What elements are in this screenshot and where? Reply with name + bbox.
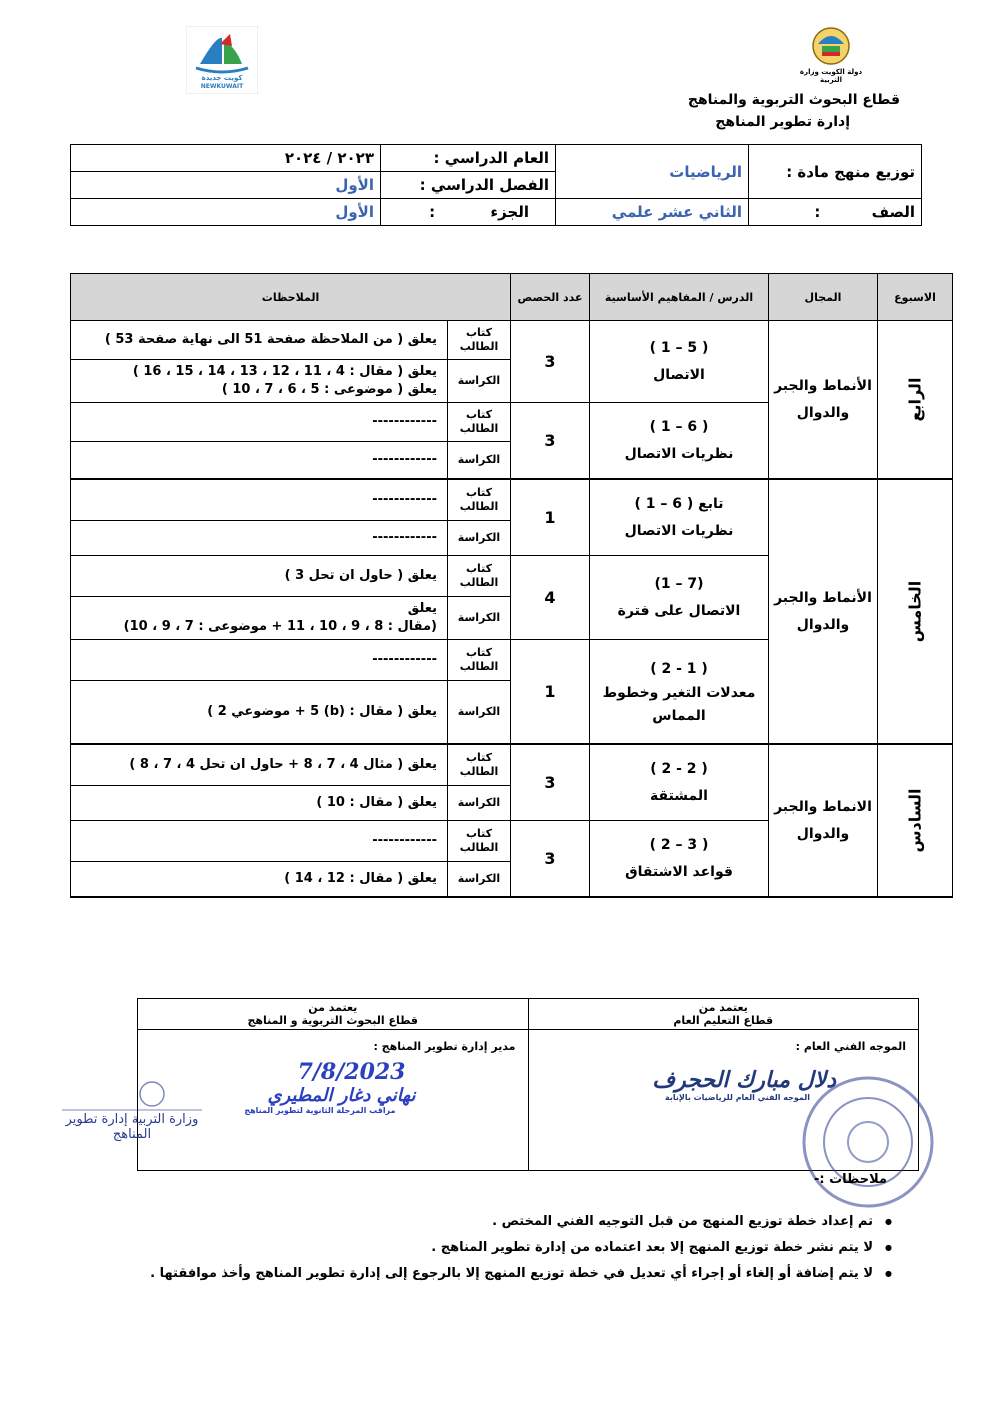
lesson-count: 1: [511, 479, 590, 556]
note-book: ------------: [71, 479, 448, 521]
left-date: 7/8/2023: [297, 1059, 406, 1085]
lesson-cell: [590, 321, 769, 403]
table-row: [71, 321, 953, 360]
header-count: عدد الحصص: [511, 274, 590, 321]
new-kuwait-logo: [186, 26, 258, 94]
lesson-number: ( 6 – 1 ): [649, 418, 709, 435]
year-value: ٢٠٢٣ / ٢٠٢٤: [71, 145, 381, 172]
left-sig-label: مدير إدارة تطوير المناهج :: [373, 1040, 516, 1053]
week-cell: [878, 321, 953, 480]
note-workbook-line-1: يعلق ( مقال : 4 ، 11 ، 12 ، 13 ، 14 ، 15 ، 16 ): [132, 364, 437, 380]
lesson-cell: [590, 479, 769, 556]
domain-cell: الأنماط والجبر والدوال: [769, 321, 878, 480]
header-notes: الملاحظات: [71, 274, 511, 321]
semester-label: الفصل الدراسي :: [381, 172, 556, 199]
header-line-1: قطاع البحوث التربوية والمناهج: [687, 92, 900, 108]
grade-colon: :: [814, 203, 821, 221]
type-workbook: الكراسة: [448, 442, 511, 480]
lesson-number: ( 3 – 2 ): [649, 836, 709, 853]
note-workbook: [71, 597, 448, 640]
part-label-cell: [381, 199, 556, 226]
note-book: يعلق ( من الملاحظة صفحة 51 الى نهاية صفحة 53 ): [71, 321, 448, 360]
note-book: ------------: [71, 821, 448, 862]
part-value: الأول: [71, 199, 381, 226]
grade-value: الثاني عشر علمي: [556, 199, 749, 226]
lesson-count: 3: [511, 821, 590, 898]
type-workbook: الكراسة: [448, 786, 511, 821]
year-label: العام الدراسي :: [381, 145, 556, 172]
lesson-cell: [590, 744, 769, 821]
kuwait-emblem-icon: [804, 24, 858, 68]
note-workbook: يعلق ( مقال : (b) 5 + موضوعي 2 ): [71, 681, 448, 745]
list-item: ● تم إعداد خطة توزيع المنهج من قبل التوجيه الفني المختص .: [492, 1214, 892, 1229]
domain-cell: الأنماط والجبر والدوال: [769, 479, 878, 744]
part-colon: :: [429, 203, 436, 221]
approval-right-head-1: يعتمد من: [698, 1001, 748, 1014]
note-workbook: ------------: [71, 442, 448, 480]
approval-left-head-1: يعتمد من: [308, 1001, 358, 1014]
type-workbook: الكراسة: [448, 597, 511, 640]
note-workbook-line-2: (مقال : 8 ، 9 ، 10 ، 11 + موضوعى : 7 ، 9 ، 10): [123, 619, 437, 634]
plan-header-row: [71, 274, 953, 321]
lesson-cell: [590, 403, 769, 480]
lesson-number: تابع ( 6 – 1 ): [634, 495, 724, 512]
week-name: السادس: [905, 788, 925, 853]
lesson-title: الاتصال: [653, 366, 705, 383]
week-name: الرابع: [905, 377, 925, 422]
type-workbook: الكراسة: [448, 360, 511, 403]
right-sig-label: الموجه الفني العام :: [795, 1040, 906, 1053]
lesson-title: المشتقة: [650, 787, 708, 804]
type-book: كتاب الطالب: [448, 640, 511, 681]
type-book: كتاب الطالب: [448, 479, 511, 521]
lesson-number: (7 – 1): [654, 575, 704, 592]
note-workbook-line-1: يعلق: [407, 601, 437, 617]
approval-right-head: [528, 999, 919, 1030]
approval-right-head-2: قطاع التعليم العام: [673, 1014, 774, 1027]
ministry-emblem: [799, 24, 863, 84]
note-workbook: [71, 360, 448, 403]
notes-title: ملاحظات :-: [813, 1172, 887, 1187]
note-book: ------------: [71, 640, 448, 681]
curriculum-stamp: [52, 1076, 212, 1142]
lesson-title: الاتصال على فترة: [617, 602, 741, 619]
lesson-number: ( 2 - 2 ): [650, 760, 708, 777]
note-book: يعلق ( حاول ان تحل 3 ): [71, 556, 448, 597]
lesson-cell: [590, 821, 769, 898]
lesson-count: 3: [511, 321, 590, 403]
right-signature: دلال مبارك الحجرف: [652, 1067, 836, 1093]
lesson-count: 4: [511, 556, 590, 640]
table-row: [71, 744, 953, 786]
type-workbook: الكراسة: [448, 521, 511, 556]
logo-left-sub: NEWKUWAIT: [200, 83, 244, 90]
week-name: الخامس: [905, 580, 925, 643]
note-workbook: ------------: [71, 521, 448, 556]
type-book: كتاب الطالب: [448, 744, 511, 786]
lesson-cell: [590, 556, 769, 640]
type-book: كتاب الطالب: [448, 556, 511, 597]
header-lesson: الدرس / المفاهيم الأساسية: [590, 274, 769, 321]
table-row: [71, 479, 953, 521]
week-cell: [878, 479, 953, 744]
semester-value: الأول: [71, 172, 381, 199]
note-workbook: يعلق ( مقال : 10 ): [71, 786, 448, 821]
part-label: الجزء: [490, 203, 529, 221]
lesson-title: نظريات الاتصال: [624, 445, 734, 462]
grade-label-cell: [749, 199, 922, 226]
type-book: كتاب الطالب: [448, 821, 511, 862]
lesson-number: ( 5 – 1 ): [649, 339, 709, 356]
domain-cell: الانماط والجبر والدوال: [769, 744, 878, 897]
logo-right-text: دولة الكويت وزارة التربية: [799, 68, 863, 84]
lesson-count: 3: [511, 744, 590, 821]
subject-info-table: [70, 144, 922, 226]
grade-label: الصف: [871, 203, 915, 221]
lesson-number: ( 1 - 2 ): [650, 660, 708, 677]
lesson-title: نظريات الاتصال: [624, 522, 734, 539]
curriculum-plan-table: [70, 273, 953, 898]
round-stamp-icon: [798, 1072, 938, 1212]
approval-left-head: [138, 999, 529, 1030]
lesson-title: قواعد الاشتقاق: [625, 863, 733, 880]
type-workbook: الكراسة: [448, 681, 511, 745]
lesson-count: 3: [511, 403, 590, 480]
list-item: ● لا يتم إضافة أو إلغاء أو إجراء أي تعديل في خطة توزيع المنهج إلا بالرجوع إلى إدارة تطوير المناهج وأخذ موافقتها .: [150, 1266, 892, 1281]
note-workbook-line-2: يعلق ( موضوعى : 5 ، 6 ، 7 ، 10 ): [221, 382, 437, 397]
lesson-count: 1: [511, 640, 590, 745]
logo-left-text: كويت جديدة: [201, 74, 243, 82]
left-signature-title: مراقب المرحلة الثانوية لتطوير المناهج: [244, 1106, 396, 1115]
right-signature-title: الموجه الفني العام للرياضيات بالإنابة: [665, 1093, 810, 1102]
note-book: يعلق ( مثال 4 ، 7 ، 8 + حاول ان تحل 4 ، 7 ، 8 ): [71, 744, 448, 786]
header-domain: المجال: [769, 274, 878, 321]
header-line-2: إدارة تطوير المناهج: [715, 114, 850, 130]
week-cell: [878, 744, 953, 897]
type-book: كتاب الطالب: [448, 403, 511, 442]
subject-value: الرياضيات: [556, 145, 749, 199]
header-week: الاسبوع: [878, 274, 953, 321]
note-book: ------------: [71, 403, 448, 442]
approval-left-head-2: قطاع البحوث التربوية و المناهج: [247, 1014, 418, 1027]
list-item: ● لا يتم نشر خطة توزيع المنهج إلا بعد اعتماده من إدارة تطوير المناهج .: [431, 1240, 892, 1255]
lesson-title: معدلات التغير وخطوط المماس: [602, 685, 756, 724]
left-signature: نهاني دغار المطيري: [267, 1085, 416, 1106]
subject-label: توزيع منهج مادة :: [749, 145, 922, 199]
note-workbook: يعلق ( مقال : 12 ، 14 ): [71, 862, 448, 898]
type-book: كتاب الطالب: [448, 321, 511, 360]
ministry-stamp: [798, 1072, 938, 1212]
stamp-text: وزارة التربية إدارة تطوير المناهج: [65, 1112, 199, 1142]
type-workbook: الكراسة: [448, 862, 511, 898]
lesson-cell: [590, 640, 769, 745]
